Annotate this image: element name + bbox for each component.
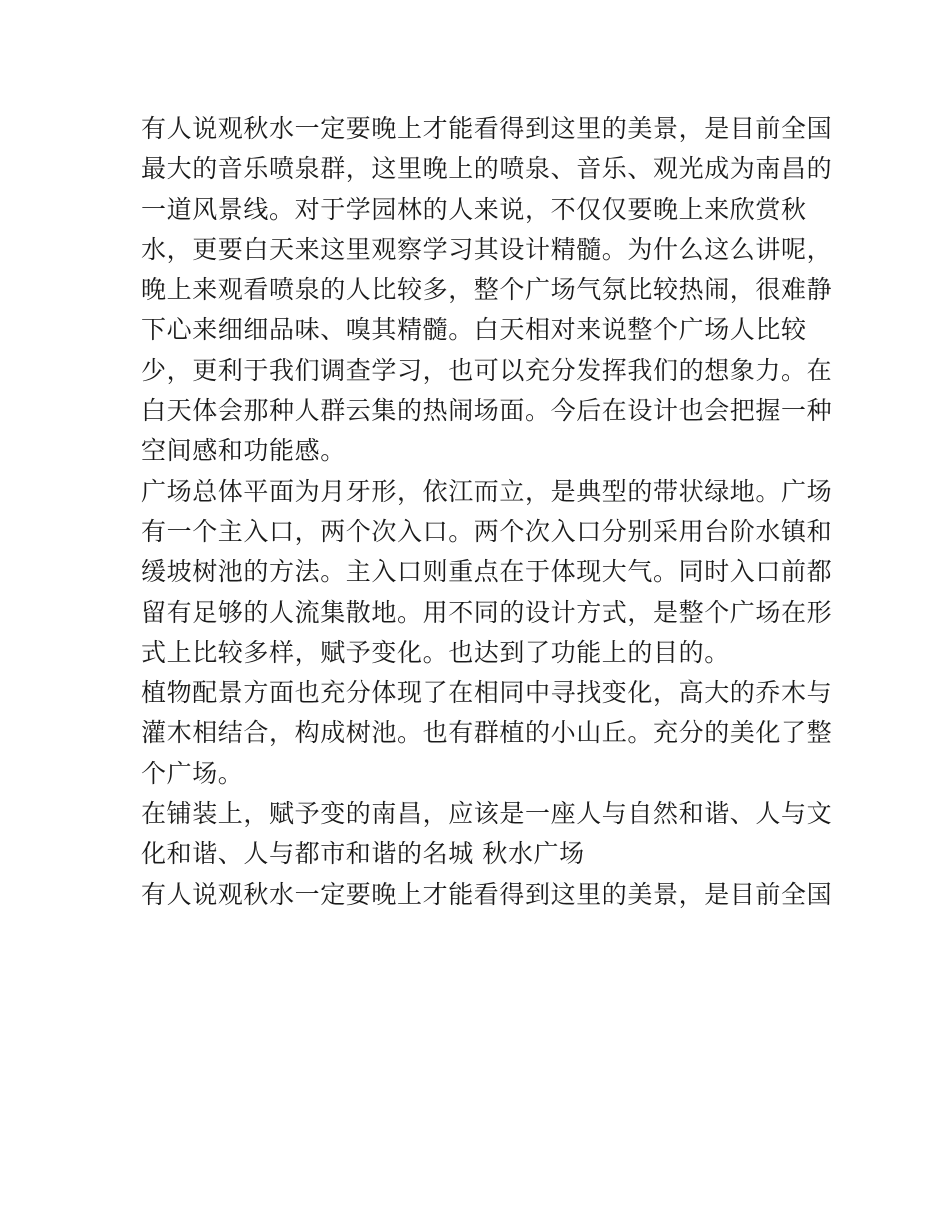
text-line-18: 在铺装上，赋予变的南昌，应该是一座人与自然和谐、人与文 (141, 799, 833, 829)
text-line-8: 白天体会那种人群云集的热闹场面。今后在设计也会把握一种 (141, 396, 833, 426)
body-text (141, 109, 833, 915)
text-line-14: 式上比较多样，赋予变化。也达到了功能上的目的。 (141, 637, 730, 667)
text-line-19: 化和谐、人与都市和谐的名城 秋水广场 (141, 839, 585, 869)
text-line-12: 缓坡树池的方法。主入口则重点在于体现大气。同时入口前都 (141, 557, 833, 587)
text-line-6: 下心来细细品味、嗅其精髓。白天相对来说整个广场人比较 (141, 315, 807, 345)
text-line-11: 有一个主入口，两个次入口。两个次入口分别采用台阶水镇和 (141, 516, 833, 546)
text-line-1: 有人说观秋水一定要晚上才能看得到这里的美景，是目前全国 (141, 114, 833, 143)
text-line-15: 植物配景方面也充分体现了在相同中寻找变化，高大的乔木与 (141, 678, 833, 708)
text-line-17: 个广场。 (141, 758, 244, 788)
text-line-16: 灌木相结合，构成树池。也有群植的小山丘。充分的美化了整 (141, 718, 833, 748)
text-line-9: 空间感和功能感。 (141, 436, 346, 466)
text-line-10: 广场总体平面为月牙形，依江而立，是典型的带状绿地。广场 (141, 476, 833, 506)
text-line-7: 少，更利于我们调查学习，也可以充分发挥我们的想象力。在 (141, 355, 833, 385)
text-line-20: 有人说观秋水一定要晚上才能看得到这里的美景，是目前全国 (141, 879, 833, 909)
text-line-13: 留有足够的人流集散地。用不同的设计方式，是整个广场在形 (141, 597, 833, 627)
text-line-5: 晚上来观看喷泉的人比较多，整个广场气氛比较热闹，很难静 (141, 275, 833, 305)
text-line-2: 最大的音乐喷泉群，这里晚上的喷泉、音乐、观光成为南昌的 (141, 154, 833, 184)
text-line-3: 一道风景线。对于学园林的人来说，不仅仅要晚上来欣赏秋 (141, 194, 807, 224)
text-line-4: 水，更要白天来这里观察学习其设计精髓。为什么这么讲呢， (141, 234, 833, 264)
